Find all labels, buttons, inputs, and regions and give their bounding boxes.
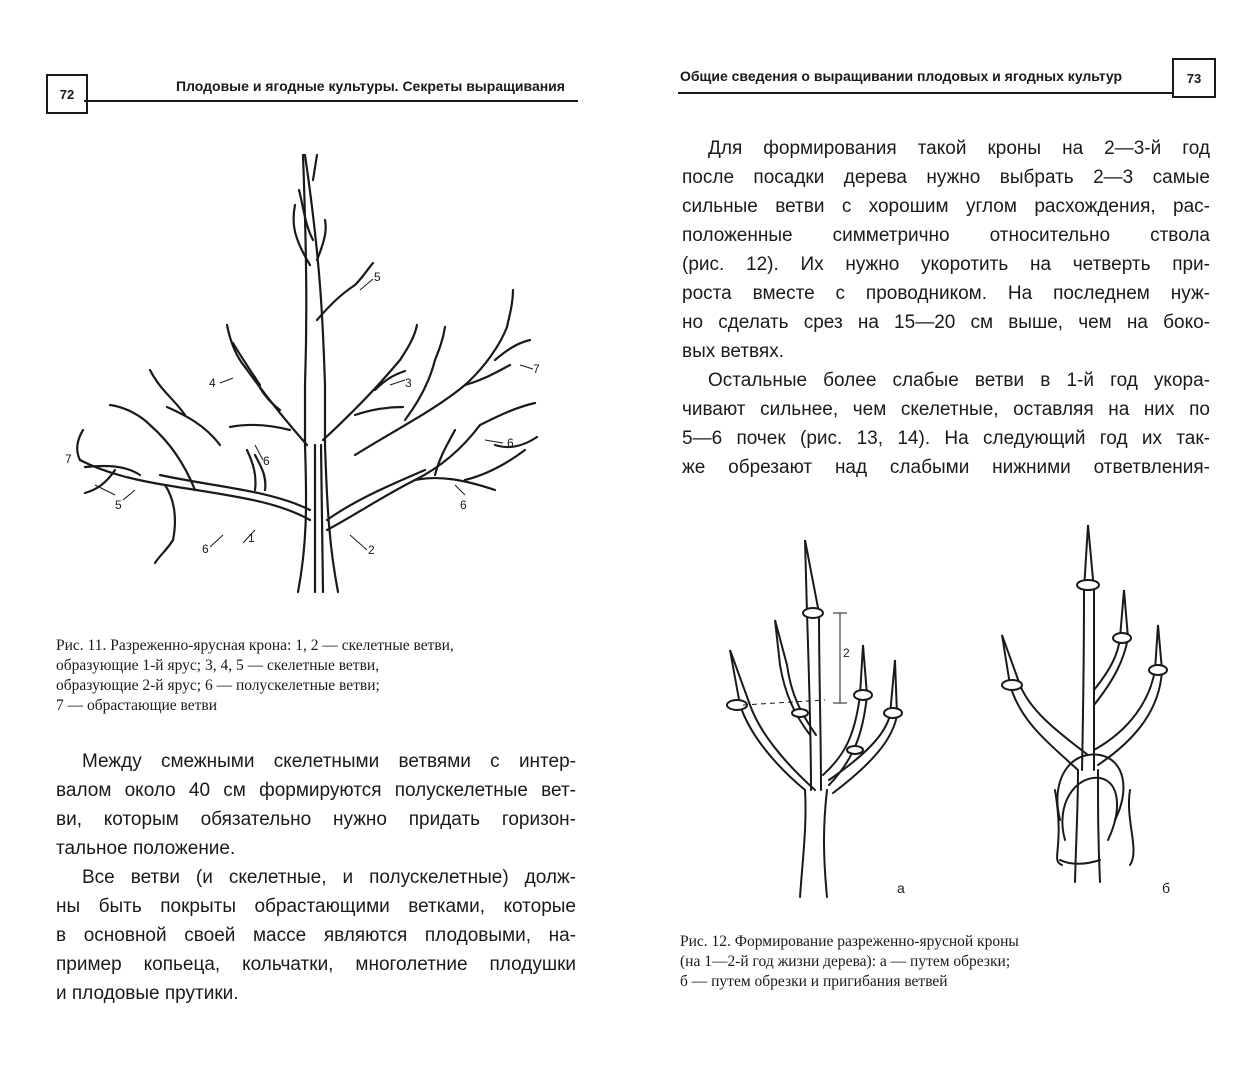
text-line: вых ветвях. [682, 341, 784, 362]
text-line: тальное положение. [56, 838, 236, 859]
caption-line: б — путем обрезки и пригибания ветвей [680, 973, 948, 990]
text-line: сильные ветви с хорошим углом расхождения, рас- [682, 196, 1210, 217]
left-paragraph-1 [56, 747, 576, 863]
fig11-label-6-far-right: 6 [507, 436, 514, 450]
text-line: Между смежными скелетными ветвями с интер- [82, 751, 576, 772]
caption-line: Рис. 12. Формирование разреженно-ярусной кроны [680, 933, 1019, 950]
branch-2 [327, 425, 480, 530]
figure-12b-sublabel: б [1162, 880, 1171, 896]
text-line: 5—6 почек (рис. 13, 14). На следующий год их так- [682, 428, 1210, 449]
left-running-title: Плодовые и ягодные культуры. Секреты выращивания [176, 78, 565, 94]
fig12a-dimension-label: 2 [843, 646, 850, 660]
text-line: же обрезают над слабыми нижними ответвления- [682, 457, 1210, 478]
text-line: Все ветви (и скелетные, и полускелетные) долж- [82, 867, 576, 888]
caption-line: образующие 1-й ярус; 3, 4, 5 — скелетные ветви, [56, 657, 380, 674]
text-line: роста вместе с проводником. На последнем нуж- [682, 283, 1210, 304]
fig11-label-7-left: 7 [65, 452, 72, 466]
text-line: в основной своей массе являются плодовыми, на- [56, 925, 576, 946]
figure-12-caption [680, 932, 1019, 992]
fig11-label-1: 1 [248, 531, 255, 545]
right-running-title: Общие сведения о выращивании плодовых и ягодных культур [680, 68, 1123, 84]
right-body-text [682, 134, 1210, 482]
text-line: чивают сильнее, чем скелетные, оставляя на них по [682, 399, 1210, 420]
text-line: Для формирования такой кроны на 2—3-й год [708, 138, 1210, 159]
figure-11-caption [56, 636, 454, 716]
text-line: пример копьеца, кольчатки, многолетние плодушки [56, 954, 576, 975]
caption-line: Рис. 11. Разреженно-ярусная крона: 1, 2 — скелетные ветви, [56, 637, 454, 654]
branch-3 [323, 360, 400, 440]
text-line: положенные симметрично относительно ствола [682, 225, 1210, 246]
fig11-label-6-center: 6 [263, 454, 270, 468]
fig11-label-5-upper: 5 [374, 270, 381, 284]
caption-line: (на 1—2-й год жизни дерева): а — путем обрезки; [680, 953, 1011, 970]
text-line: но сделать срез на 15—20 см выше, чем на боко- [682, 312, 1210, 333]
fig11-label-4: 4 [209, 376, 216, 390]
figure-12a-pruning-illustration [715, 535, 915, 900]
caption-line: образующие 2-й ярус; 6 — полускелетные ветви; [56, 677, 380, 694]
right-paragraph-1 [682, 134, 1210, 366]
figure-12a-sublabel: а [897, 880, 905, 896]
fig11-label-2: 2 [368, 543, 375, 557]
branch-5 [317, 285, 355, 320]
left-header-rule [84, 100, 578, 102]
fig11-label-6-lower-left: 6 [202, 542, 209, 556]
figure-12b-bending-illustration [990, 520, 1180, 885]
fig11-label-5-left: 5 [115, 498, 122, 512]
fig11-label-3: 3 [405, 376, 412, 390]
text-line: ны быть покрыты обрастающими ветками, которые [56, 896, 576, 917]
text-line: (рис. 12). Их нужно укоротить на четверть при- [682, 254, 1210, 275]
fig11-label-7-right: 7 [533, 362, 540, 376]
fig11-label-6-right: 6 [460, 498, 467, 512]
left-page-number: 72 [46, 74, 88, 114]
caption-line: 7 — обрастающие ветви [56, 697, 218, 714]
right-header-rule [678, 92, 1172, 94]
text-line: ви, которым обязательно нужно придать горизон- [56, 809, 576, 830]
text-line: валом около 40 см формируются полускелетные вет- [56, 780, 576, 801]
right-page-number: 73 [1172, 58, 1216, 98]
left-body-text [56, 747, 576, 1008]
figure-11-tree-illustration [55, 145, 575, 600]
text-line: после посадки дерева нужно выбрать 2—3 самые [682, 167, 1210, 188]
text-line: Остальные более слабые ветви в 1-й год укора- [708, 370, 1210, 391]
text-line: и плодовые прутики. [56, 983, 239, 1004]
right-paragraph-2 [682, 366, 1210, 482]
left-paragraph-2 [56, 863, 576, 1008]
